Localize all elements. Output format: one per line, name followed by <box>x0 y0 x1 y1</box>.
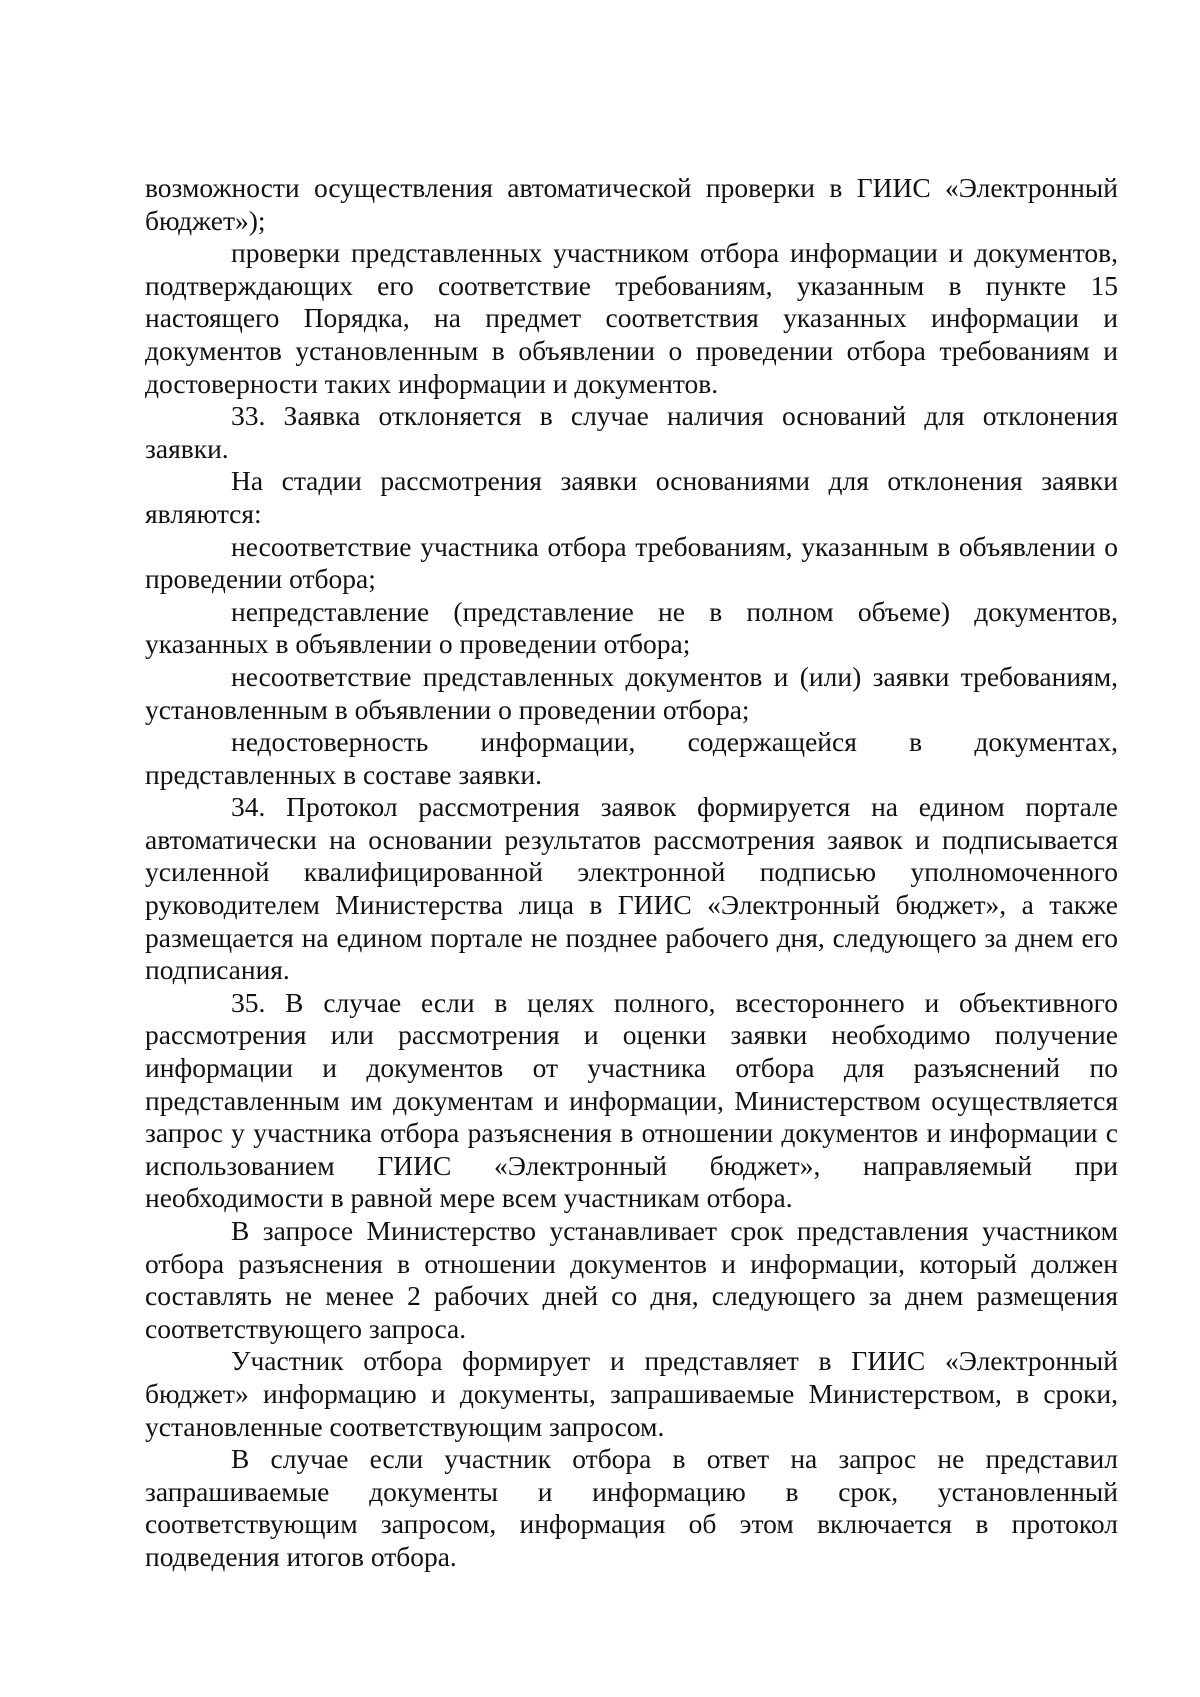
paragraph-participant-response: Участник отбора формирует и представляет в ГИИС «Электронный бюджет» информацию и документы, запрашиваемые Министерством, в сроки, установленные соответствующим запросом. <box>145 1345 1118 1442</box>
list-item-noncompliance-participant: несоответствие участника отбора требованиям, указанным в объявлении о проведении отбора; <box>145 530 1118 595</box>
paragraph-clause-33: 33. Заявка отклоняется в случае наличия оснований для отклонения заявки. <box>145 400 1118 464</box>
list-item-noncompliance-documents: несоответствие представленных документов и (или) заявки требованиям, установленным в объявлении о проведении отбора; <box>145 660 1118 725</box>
paragraph-verification: проверки представленных участником отбора информации и документов, подтверждающих его соответствие требованиям, указанным в пункте 15 настоящего Порядка, на предмет соответствия указанных информации и документов установленным в объявлении о проведении отбора требованиям и достоверности таких информации и документов. <box>145 237 1118 399</box>
paragraph-request-deadline: В запросе Министерство устанавливает срок представления участником отбора разъяснения в отношении документов и информации, который должен составлять не менее 2 рабочих дней со дня, следующего за днем размещения соответствующего запроса. <box>145 1215 1118 1344</box>
paragraph-clause-34: 34. Протокол рассмотрения заявок формируется на едином портале автоматически на основании результатов рассмотрения заявок и подписывается усиленной квалифицированной электронной подписью уполномоченного руководителем Министерства лица в ГИИС «Электронный бюджет», а также размещается на едином портале не позднее рабочего дня, следующего за днем его подписания. <box>145 791 1118 986</box>
paragraph-continuation: возможности осуществления автоматической проверки в ГИИС «Электронный бюджет»); <box>145 172 1118 236</box>
paragraph-rejection-grounds: На стадии рассмотрения заявки основаниями для отклонения заявки являются: <box>145 465 1118 529</box>
paragraph-no-response: В случае если участник отбора в ответ на запрос не представил запрашиваемые документы и информацию в срок, установленный соответствующим запросом, информация об этом включается в протокол подведения итогов отбора. <box>145 1443 1118 1572</box>
document-page <box>145 172 1118 1574</box>
paragraph-clause-35: 35. В случае если в целях полного, всестороннего и объективного рассмотрения или рассмотрения и оценки заявки необходимо получение информации и документов от участника отбора для разъяснений по представленным им документам и информации, Министерством осуществляется запрос у участника отбора разъяснения в отношении документов и информации с использованием ГИИС «Электронный бюджет», направляемый при необходимости в равной мере всем участникам отбора. <box>145 986 1118 1214</box>
list-item-unreliability: недостоверность информации, содержащейся в документах, представленных в составе заявки. <box>145 726 1118 790</box>
list-item-nonsubmission: непредставление (представление не в полном объеме) документов, указанных в объявлении о проведении отбора; <box>145 595 1118 660</box>
